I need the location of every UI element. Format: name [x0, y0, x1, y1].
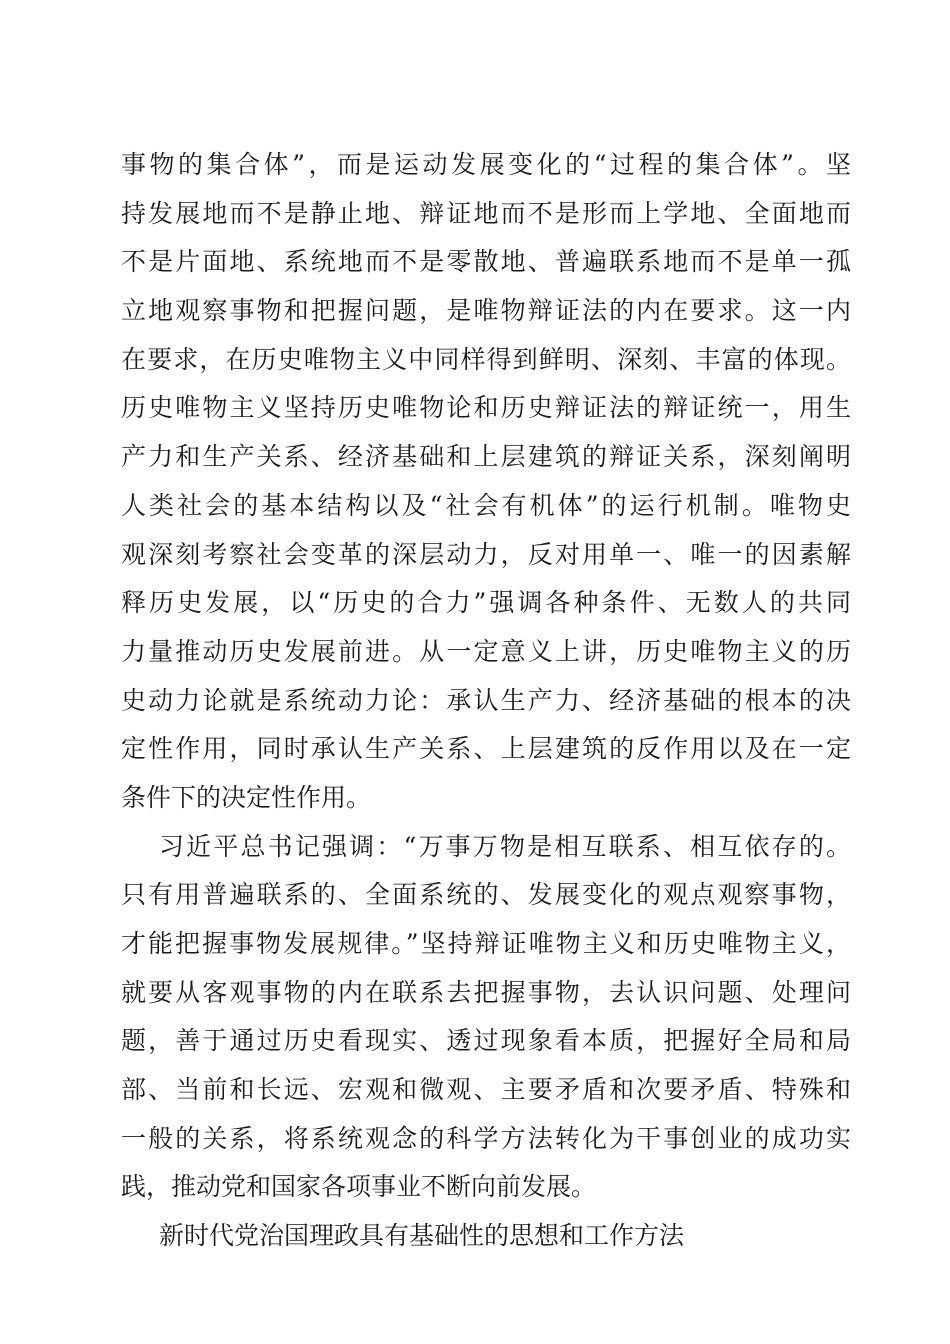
text-line: 部、当前和长远、宏观和微观、主要矛盾和次要矛盾、特殊和 — [121, 1075, 851, 1105]
text-line: 在要求，在历史唯物主义中同样得到鲜明、深刻、丰富的体现。 — [121, 344, 851, 374]
text-line: 题，善于通过历史看现实、透过现象看本质，把握好全局和局 — [121, 1026, 851, 1056]
text-line: 产力和生产关系、经济基础和上层建筑的辩证关系，深刻阐明 — [121, 442, 851, 472]
text-line: 不是片面地、系统地而不是零散地、普遍联系地而不是单一孤 — [121, 247, 851, 277]
text-line: 定性作用，同时承认生产关系、上层建筑的反作用以及在一定 — [121, 734, 851, 764]
text-line: 释历史发展，以“历史的合力”强调各种条件、无数人的共同 — [121, 588, 851, 618]
text-line: 观深刻考察社会变革的深层动力，反对用单一、唯一的因素解 — [121, 539, 851, 569]
text-line: 一般的关系，将系统观念的科学方法转化为干事创业的成功实 — [121, 1123, 851, 1153]
paragraph-first-line: 习近平总书记强调：“万事万物是相互联系、相互依存的。 — [159, 831, 851, 861]
text-line: 条件下的决定性作用。 — [121, 782, 372, 812]
text-line: 史动力论就是系统动力论：承认生产力、经济基础的根本的决 — [121, 685, 851, 715]
section-heading: 新时代党治国理政具有基础性的思想和工作方法 — [159, 1221, 685, 1251]
text-line: 就要从客观事物的内在联系去把握事物，去认识问题、处理问 — [121, 977, 851, 1007]
text-line: 历史唯物主义坚持历史唯物论和历史辩证法的辩证统一，用生 — [121, 393, 851, 423]
text-line: 事物的集合体”，而是运动发展变化的“过程的集合体”。坚 — [121, 150, 851, 179]
text-line: 立地观察事物和把握问题，是唯物辩证法的内在要求。这一内 — [121, 296, 851, 326]
text-line: 践，推动党和国家各项事业不断向前发展。 — [121, 1172, 597, 1202]
text-line: 持发展地而不是静止地、辩证地而不是形而上学地、全面地而 — [121, 198, 851, 228]
text-line: 只有用普遍联系的、全面系统的、发展变化的观点观察事物， — [121, 880, 851, 910]
text-line: 力量推动历史发展前进。从一定意义上讲，历史唯物主义的历 — [121, 636, 851, 666]
document-body — [121, 141, 851, 1261]
text-line: 人类社会的基本结构以及“社会有机体”的运行机制。唯物史 — [121, 490, 851, 520]
text-line: 才能把握事物发展规律。”坚持辩证唯物主义和历史唯物主义， — [121, 929, 851, 958]
